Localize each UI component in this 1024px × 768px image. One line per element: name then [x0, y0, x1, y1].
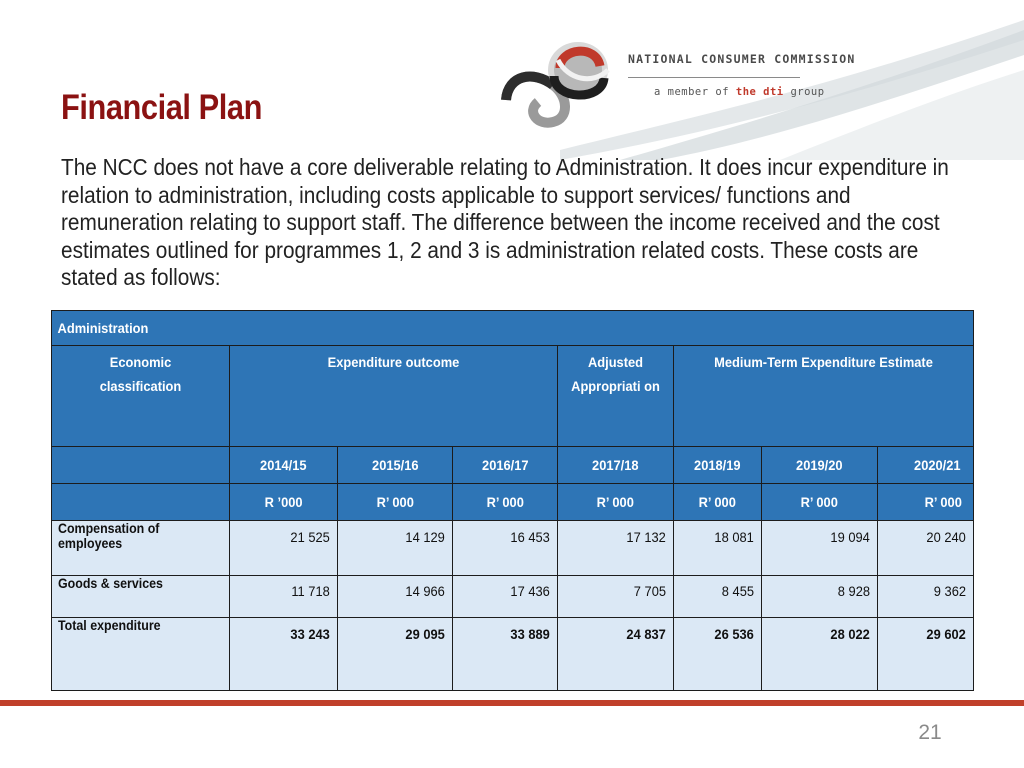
value: 11 718 — [291, 583, 330, 599]
total-value: 26 536 — [714, 626, 754, 642]
value: 14 966 — [405, 583, 445, 599]
intro-paragraph: The NCC does not have a core deliverable relating to Administration. It does incur expenditure in relation to administration, including costs applicable to support services/ functions and remuneration relating to support staff. The difference between the income received and the cost estimates outlined for programmes 1, 2 and 3 is administration related costs. These costs are stated as follows: — [61, 154, 949, 290]
total-value-cell — [762, 618, 878, 691]
unit-label: R’ 000 — [376, 494, 414, 510]
mtee-label: Medium-Term Expenditure Estimate — [714, 354, 933, 370]
row-label-cell — [52, 618, 230, 691]
total-value: 28 022 — [830, 626, 870, 642]
value-cell — [878, 521, 974, 576]
value-cell — [338, 576, 453, 618]
year-cell — [230, 447, 338, 484]
row-label-cell — [52, 576, 230, 618]
total-value-cell — [230, 618, 338, 691]
unit-cell — [230, 484, 338, 521]
row-label: Goods & services — [58, 576, 163, 591]
table-total-row — [52, 618, 974, 691]
value-cell — [878, 576, 974, 618]
unit-label: R’ 000 — [924, 494, 962, 510]
page-number: 21 — [918, 721, 942, 744]
table-unit-row — [52, 484, 974, 521]
ncc-logo-icon — [498, 30, 624, 130]
value: 14 129 — [405, 529, 445, 545]
table-year-row — [52, 447, 974, 484]
value-cell — [558, 521, 674, 576]
row-label: Compensation of employees — [58, 521, 160, 551]
unit-cell — [338, 484, 453, 521]
total-value-cell — [558, 618, 674, 691]
logo-tag-suffix: group — [790, 86, 825, 98]
table-row — [52, 576, 974, 618]
table-section-row — [52, 311, 974, 346]
adjusted-appropriation-label: Adjusted Appropriati on — [571, 354, 660, 394]
unit-label: R ’000 — [264, 494, 303, 510]
year-cell — [762, 447, 878, 484]
value: 21 525 — [290, 529, 330, 545]
table-row — [52, 521, 974, 576]
value: 17 436 — [510, 583, 550, 599]
unit-label: R’ 000 — [800, 494, 839, 510]
year-cell — [338, 447, 453, 484]
value: 20 240 — [926, 529, 967, 545]
year-cell — [674, 447, 762, 484]
logo-wordmark — [628, 52, 856, 98]
year-label: 2015/16 — [371, 457, 419, 473]
total-value-cell — [338, 618, 453, 691]
unit-cell — [453, 484, 558, 521]
economic-classification-header — [52, 346, 230, 447]
value-cell — [230, 521, 338, 576]
row-label-cell — [52, 521, 230, 576]
unit-cell — [878, 484, 974, 521]
row-label: Total expenditure — [58, 618, 161, 633]
unit-row-blank — [52, 484, 230, 521]
unit-cell — [674, 484, 762, 521]
footer-accent-bar — [0, 700, 1024, 706]
value-cell — [762, 576, 878, 618]
total-value: 33 243 — [290, 626, 330, 642]
unit-label: R’ 000 — [596, 494, 635, 510]
total-value-cell — [878, 618, 974, 691]
value: 16 453 — [510, 529, 550, 545]
year-label: 2019/20 — [796, 457, 843, 473]
logo-name: NATIONAL CONSUMER COMMISSION — [628, 52, 856, 66]
logo-tag-brand: the dti — [735, 86, 784, 98]
value: 8 928 — [837, 583, 870, 599]
value-cell — [558, 576, 674, 618]
table-group-header-row — [52, 346, 974, 447]
value: 19 094 — [830, 529, 870, 545]
section-header: Administration — [57, 320, 149, 336]
year-label: 2017/18 — [592, 457, 639, 473]
slide-title: Financial Plan — [61, 88, 262, 127]
value-cell — [230, 576, 338, 618]
value-cell — [453, 576, 558, 618]
administration-budget-table — [51, 310, 974, 691]
total-value-cell — [453, 618, 558, 691]
year-cell — [878, 447, 974, 484]
year-label: 2014/15 — [260, 457, 307, 473]
value: 7 705 — [633, 583, 666, 599]
unit-label: R’ 000 — [486, 494, 524, 510]
adjusted-appropriation-header — [558, 346, 674, 447]
section-header-cell — [52, 311, 974, 346]
total-value: 29 602 — [926, 626, 967, 642]
value: 17 132 — [626, 529, 666, 545]
unit-cell — [762, 484, 878, 521]
value: 9 362 — [933, 583, 967, 599]
year-row-blank — [52, 447, 230, 484]
total-value: 29 095 — [405, 626, 445, 642]
logo-tagline — [628, 86, 838, 98]
value: 8 455 — [721, 583, 754, 599]
value-cell — [338, 521, 453, 576]
value-cell — [762, 521, 878, 576]
total-value: 24 837 — [626, 626, 666, 642]
year-label: 2016/17 — [481, 457, 529, 473]
unit-label: R’ 000 — [698, 494, 737, 510]
logo-divider — [628, 77, 800, 78]
unit-cell — [558, 484, 674, 521]
total-value-cell — [674, 618, 762, 691]
logo-tag-prefix: a member of — [654, 86, 730, 98]
value: 18 081 — [714, 529, 754, 545]
year-label: 2020/21 — [914, 457, 962, 473]
economic-classification-label: Economic classification — [99, 354, 182, 394]
expenditure-outcome-header — [230, 346, 558, 447]
mtee-header — [674, 346, 974, 447]
year-cell — [453, 447, 558, 484]
year-label: 2018/19 — [694, 457, 741, 473]
value-cell — [674, 576, 762, 618]
value-cell — [453, 521, 558, 576]
total-value: 33 889 — [510, 626, 550, 642]
expenditure-outcome-label: Expenditure outcome — [327, 354, 460, 370]
value-cell — [674, 521, 762, 576]
year-cell — [558, 447, 674, 484]
